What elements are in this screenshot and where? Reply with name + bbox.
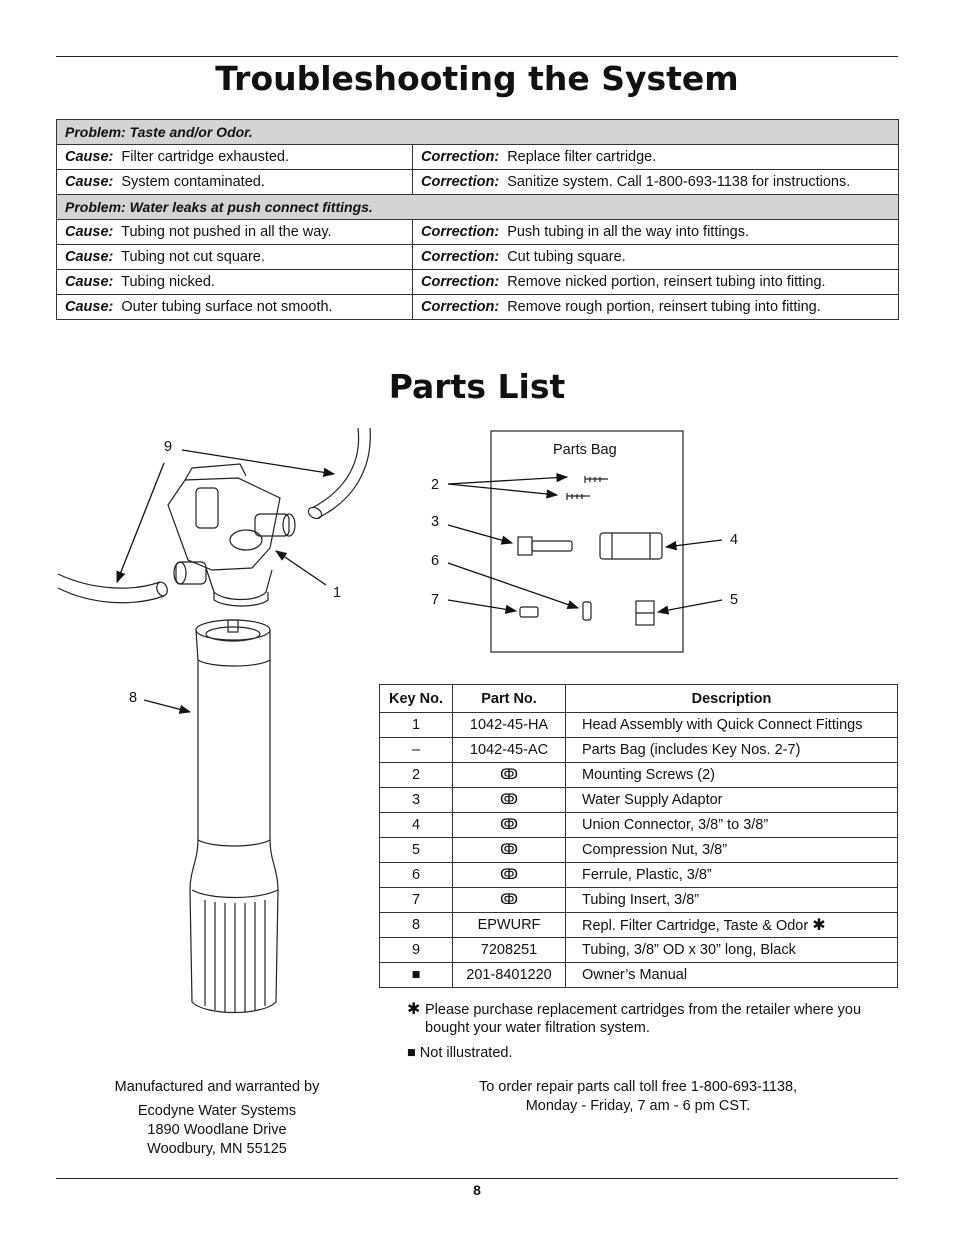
description-cell: Head Assembly with Quick Connect Fittings — [566, 713, 898, 738]
cause-label: Cause: — [65, 149, 114, 165]
callout-8: 8 — [129, 690, 138, 706]
description-text: Repl. Filter Cartridge, Taste & Odor — [582, 918, 809, 934]
description-cell: Mounting Screws (2) — [566, 763, 898, 788]
cause-text: Tubing not cut square. — [121, 249, 265, 265]
table-row — [380, 863, 898, 888]
table-row — [380, 838, 898, 863]
table-row — [380, 788, 898, 813]
star-note-text: Please purchase replacement cartridges from the retailer where you bought your water filtration system. — [425, 1002, 862, 1036]
address-line-2: Woodbury, MN 55125 — [147, 1141, 287, 1157]
asterisk-icon: ✱ — [812, 917, 826, 934]
part-header: Part No. — [453, 685, 566, 713]
table-row — [380, 963, 898, 988]
cause-text: Filter cartridge exhausted. — [121, 149, 290, 165]
order-line-2: Monday - Friday, 7 am - 6 pm CST. — [525, 1098, 751, 1114]
key-cell: 5 — [380, 838, 453, 863]
callout-3: 3 — [431, 514, 440, 530]
key-cell: 3 — [380, 788, 453, 813]
cause-label: Cause: — [65, 174, 114, 190]
square-note — [407, 1044, 512, 1062]
parts-list-title: Parts List — [388, 367, 566, 406]
correction-label: Correction: — [421, 149, 500, 165]
description-cell: Parts Bag (includes Key Nos. 2-7) — [566, 738, 898, 763]
square-icon: ■ — [407, 1045, 416, 1061]
manufacturer-block — [82, 1078, 352, 1159]
part-cell: 201-8401220 — [453, 963, 566, 988]
cause-label: Cause: — [65, 274, 114, 290]
part-cell: 1042-45-AC — [453, 738, 566, 763]
cause-text: Tubing not pushed in all the way. — [121, 224, 332, 240]
filter-cartridge-illustration — [190, 620, 278, 1013]
correction-text: Remove rough portion, reinsert tubing into fitting. — [507, 299, 821, 315]
address-line-1: 1890 Woodlane Drive — [147, 1122, 287, 1138]
header-row — [380, 685, 898, 713]
cause-text: Outer tubing surface not smooth. — [121, 299, 333, 315]
callout-7: 7 — [431, 592, 440, 608]
order-info — [438, 1078, 838, 1116]
star-note — [407, 1001, 899, 1037]
table-row — [380, 938, 898, 963]
correction-label: Correction: — [421, 299, 500, 315]
bottom-rule — [56, 1178, 898, 1179]
key-header: Key No. — [380, 685, 453, 713]
callout-5: 5 — [730, 592, 739, 608]
key-cell: 7 — [380, 888, 453, 913]
correction-text: Cut tubing square. — [507, 249, 626, 265]
troubleshooting-title: Troubleshooting the System — [215, 59, 739, 98]
head-assembly-illustration — [168, 464, 295, 606]
part-cell: 7208251 — [453, 938, 566, 963]
key-cell: 8 — [380, 913, 453, 938]
page-number: 8 — [473, 1182, 481, 1198]
description-header: Description — [566, 685, 898, 713]
table-row — [380, 913, 898, 938]
table-row — [380, 738, 898, 763]
parts-bag-items — [518, 476, 662, 625]
description-cell — [566, 913, 898, 938]
key-cell: ■ — [380, 963, 453, 988]
description-cell: Owner’s Manual — [566, 963, 898, 988]
part-cell: ↂ — [453, 888, 566, 913]
correction-label: Correction: — [421, 274, 500, 290]
tubing-illustration — [58, 428, 370, 603]
cause-label: Cause: — [65, 224, 114, 240]
key-cell: 9 — [380, 938, 453, 963]
table-row — [380, 713, 898, 738]
key-cell: 2 — [380, 763, 453, 788]
asterisk-icon: ✱ — [407, 1001, 421, 1018]
cause-text: Tubing nicked. — [121, 274, 215, 290]
cause-text: System contaminated. — [121, 174, 265, 190]
cause-label: Cause: — [65, 299, 114, 315]
part-cell: ↂ — [453, 863, 566, 888]
problem-cell: Problem: Taste and/or Odor. — [57, 120, 899, 145]
description-cell: Tubing Insert, 3/8” — [566, 888, 898, 913]
manufactured-line: Manufactured and warranted by — [114, 1079, 320, 1095]
correction-text: Push tubing in all the way into fittings. — [507, 224, 749, 240]
part-cell: EPWURF — [453, 913, 566, 938]
key-cell: 4 — [380, 813, 453, 838]
part-cell: ↂ — [453, 788, 566, 813]
square-note-text: Not illustrated. — [419, 1045, 513, 1061]
correction-text: Replace filter cartridge. — [507, 149, 657, 165]
parts-table — [379, 684, 898, 988]
correction-label: Correction: — [421, 249, 500, 265]
callout-leaders — [117, 450, 722, 712]
description-cell: Ferrule, Plastic, 3/8” — [566, 863, 898, 888]
description-cell: Union Connector, 3/8” to 3/8” — [566, 813, 898, 838]
correction-text: Sanitize system. Call 1-800-693-1138 for instructions. — [507, 174, 851, 190]
company-name: Ecodyne Water Systems — [137, 1103, 297, 1119]
correction-text: Remove nicked portion, reinsert tubing into fitting. — [507, 274, 826, 290]
correction-label: Correction: — [421, 224, 500, 240]
callout-6: 6 — [431, 553, 440, 569]
table-row — [380, 813, 898, 838]
key-cell: – — [380, 738, 453, 763]
problem-cell: Problem: Water leaks at push connect fittings. — [57, 195, 899, 220]
part-cell: ↂ — [453, 763, 566, 788]
description-cell: Tubing, 3/8” OD x 30” long, Black — [566, 938, 898, 963]
description-cell: Compression Nut, 3/8” — [566, 838, 898, 863]
parts-bag-label: Parts Bag — [553, 442, 617, 458]
correction-label: Correction: — [421, 174, 500, 190]
part-cell: ↂ — [453, 813, 566, 838]
order-line-1: To order repair parts call toll free 1-800-693-1138, — [478, 1079, 798, 1095]
part-cell: 1042-45-HA — [453, 713, 566, 738]
part-cell: ↂ — [453, 838, 566, 863]
callout-4: 4 — [730, 532, 739, 548]
table-row — [380, 888, 898, 913]
key-cell: 1 — [380, 713, 453, 738]
callout-1: 1 — [333, 585, 342, 601]
callout-2: 2 — [431, 477, 440, 493]
table-row — [380, 763, 898, 788]
callout-9: 9 — [164, 439, 173, 455]
key-cell: 6 — [380, 863, 453, 888]
cause-label: Cause: — [65, 249, 114, 265]
description-cell: Water Supply Adaptor — [566, 788, 898, 813]
